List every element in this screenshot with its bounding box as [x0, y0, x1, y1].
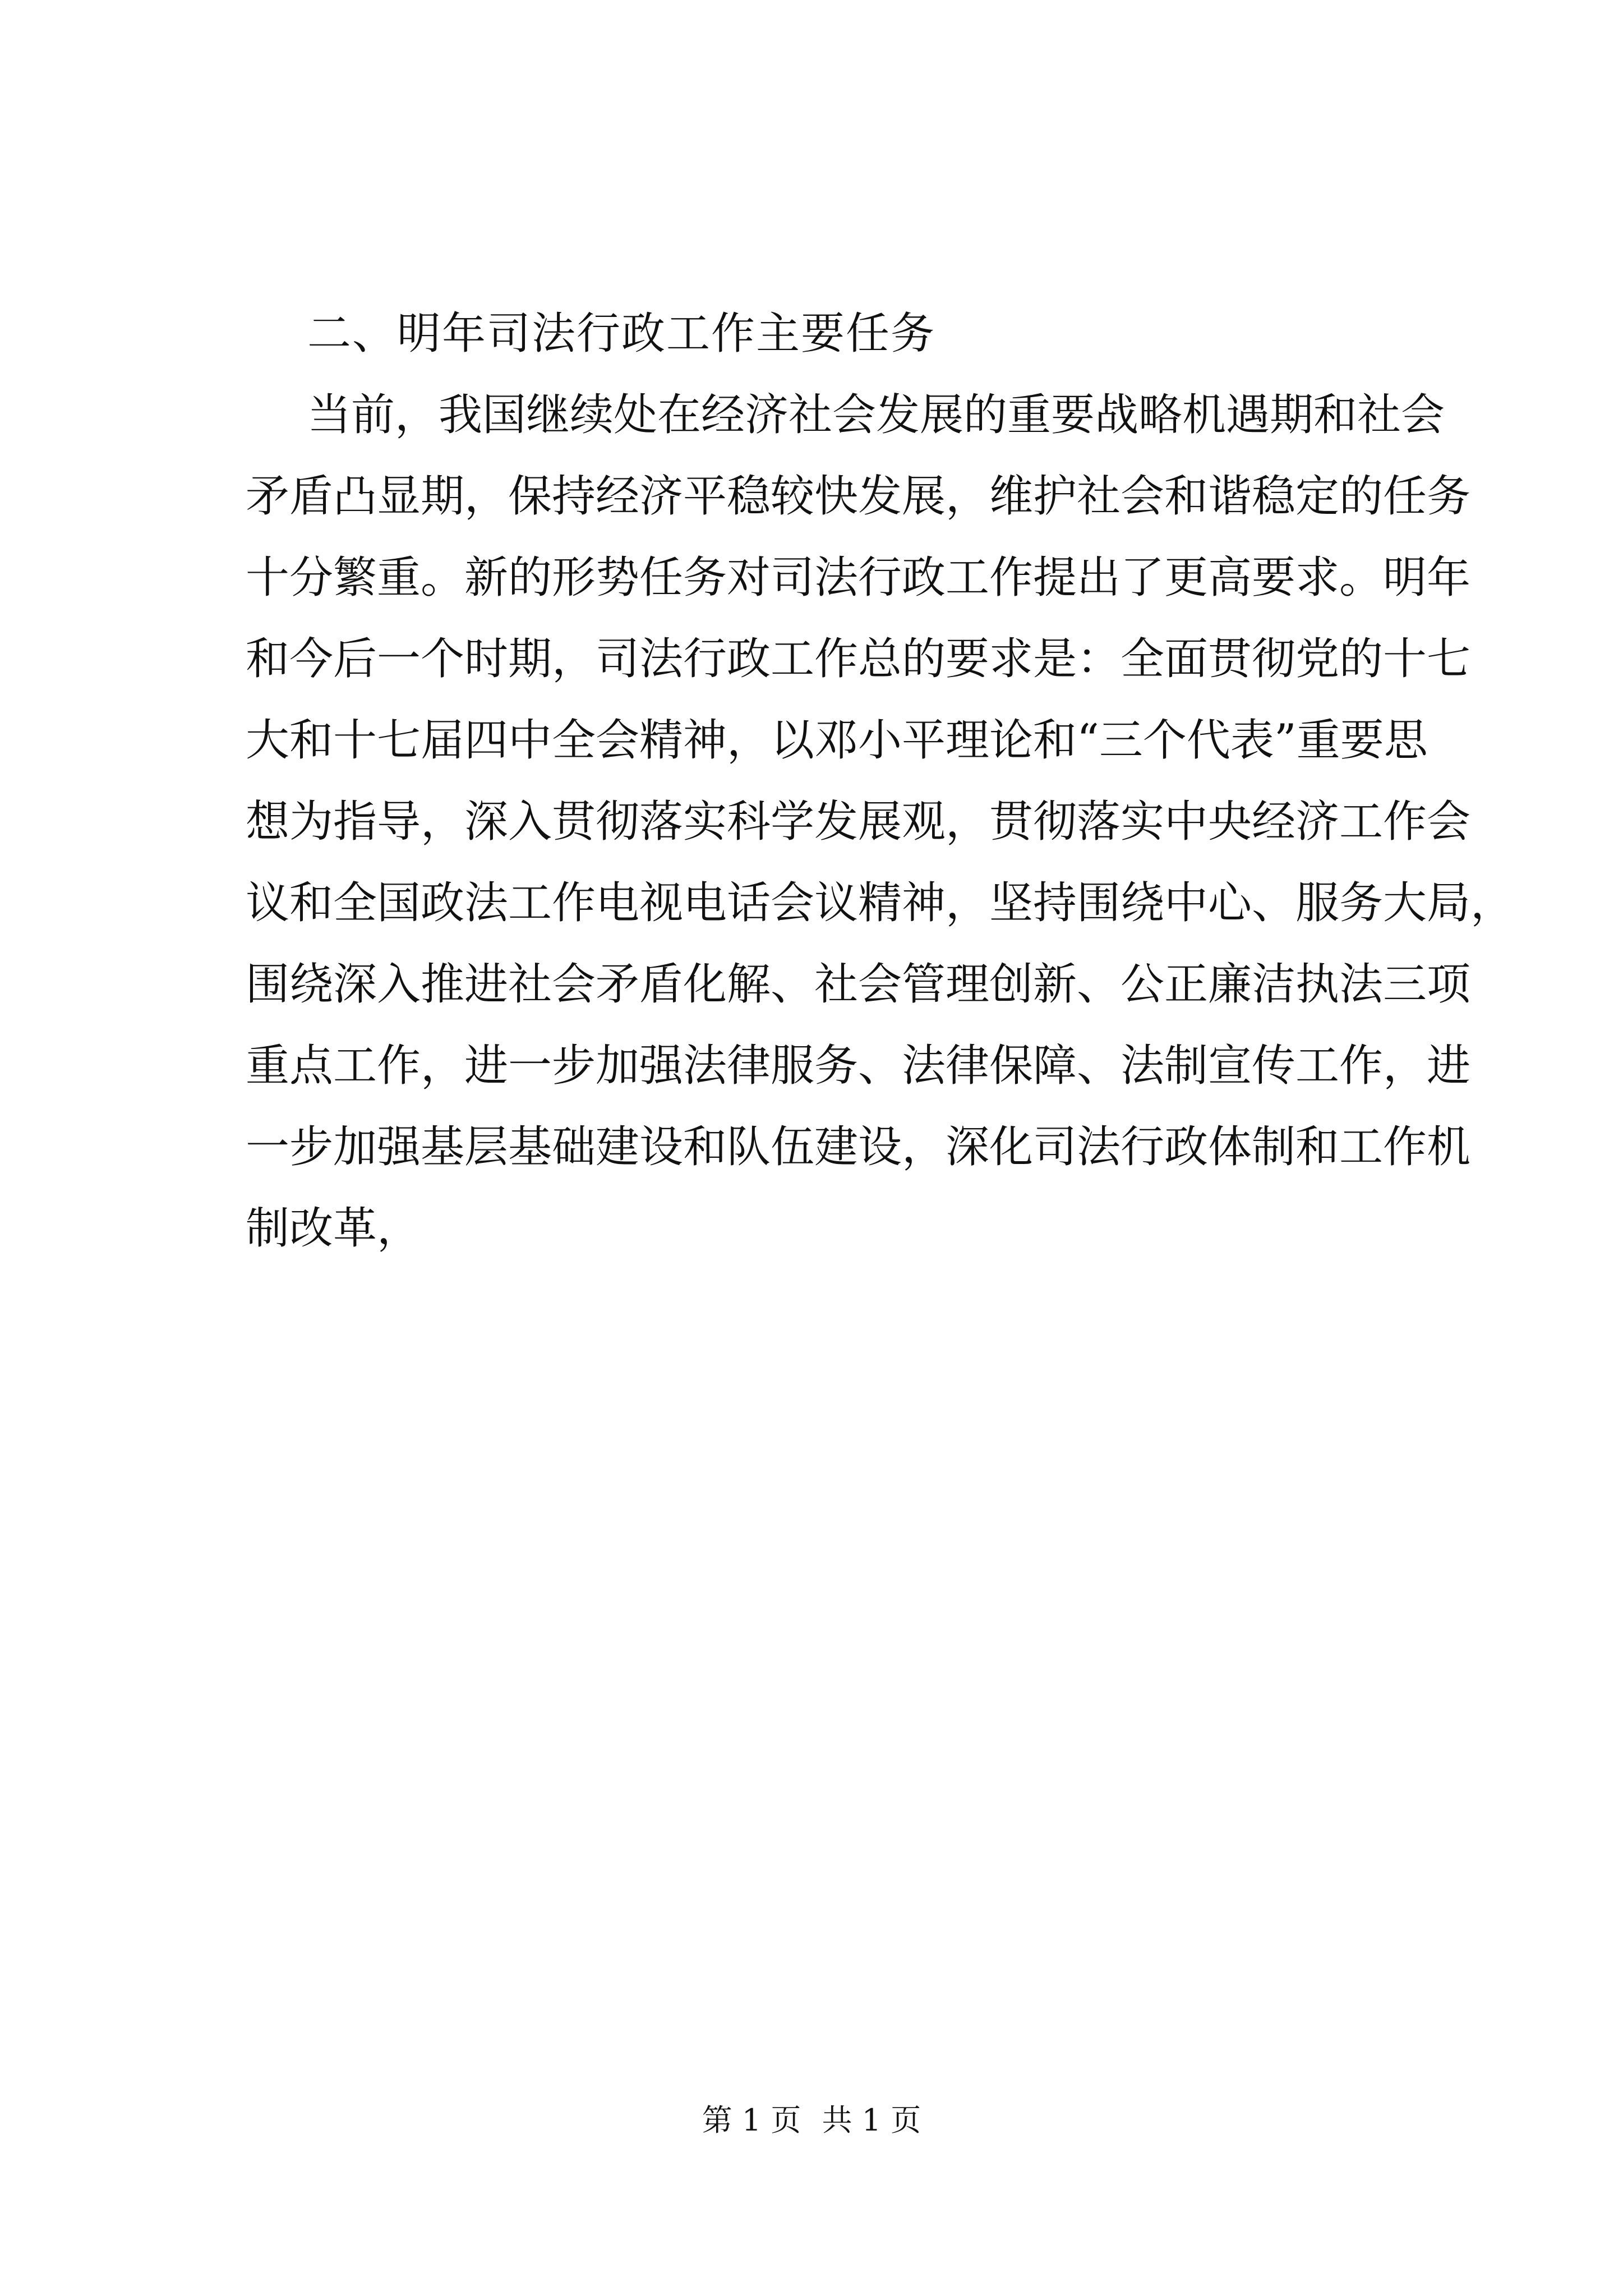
paragraph-line-6: 想为指导，深入贯彻落实科学发展观，贯彻落实中央经济工作会	[246, 797, 1471, 847]
page-number-current: 第 1 页	[702, 2102, 801, 2138]
paragraph-line-2: 矛盾凸显期，保持经济平稳较快发展，维护社会和谐稳定的任务	[246, 471, 1471, 522]
paragraph-line-7: 议和全国政法工作电视电话会议精神，坚持围绕中心、服务大局，	[246, 878, 1515, 928]
page-number-total: 共 1 页	[822, 2102, 921, 2138]
paragraph-line-9: 重点工作，进一步加强法律服务、法律保障、法制宣传工作，进	[246, 1041, 1471, 1091]
paragraph-line-3: 十分繁重。新的形势任务对司法行政工作提出了更高要求。明年	[246, 553, 1471, 603]
paragraph-line-4: 和今后一个时期，司法行政工作总的要求是：全面贯彻党的十七	[246, 634, 1471, 684]
paragraph-line-10: 一步加强基层基础建设和队伍建设，深化司法行政体制和工作机	[246, 1122, 1471, 1172]
section-heading: 二、明年司法行政工作主要任务	[307, 309, 936, 359]
paragraph-line-8: 围绕深入推进社会矛盾化解、社会管理创新、公正廉洁执法三项	[246, 959, 1471, 1010]
page-footer	[0, 2101, 1623, 2140]
paragraph-line-5: 大和十七届四中全会精神，以邓小平理论和“三个代表”重要思	[246, 715, 1428, 766]
paragraph-line-11: 制改革，	[246, 1203, 421, 1254]
paragraph-line-1: 当前，我国继续处在经济社会发展的重要战略机遇期和社会	[307, 390, 1445, 440]
